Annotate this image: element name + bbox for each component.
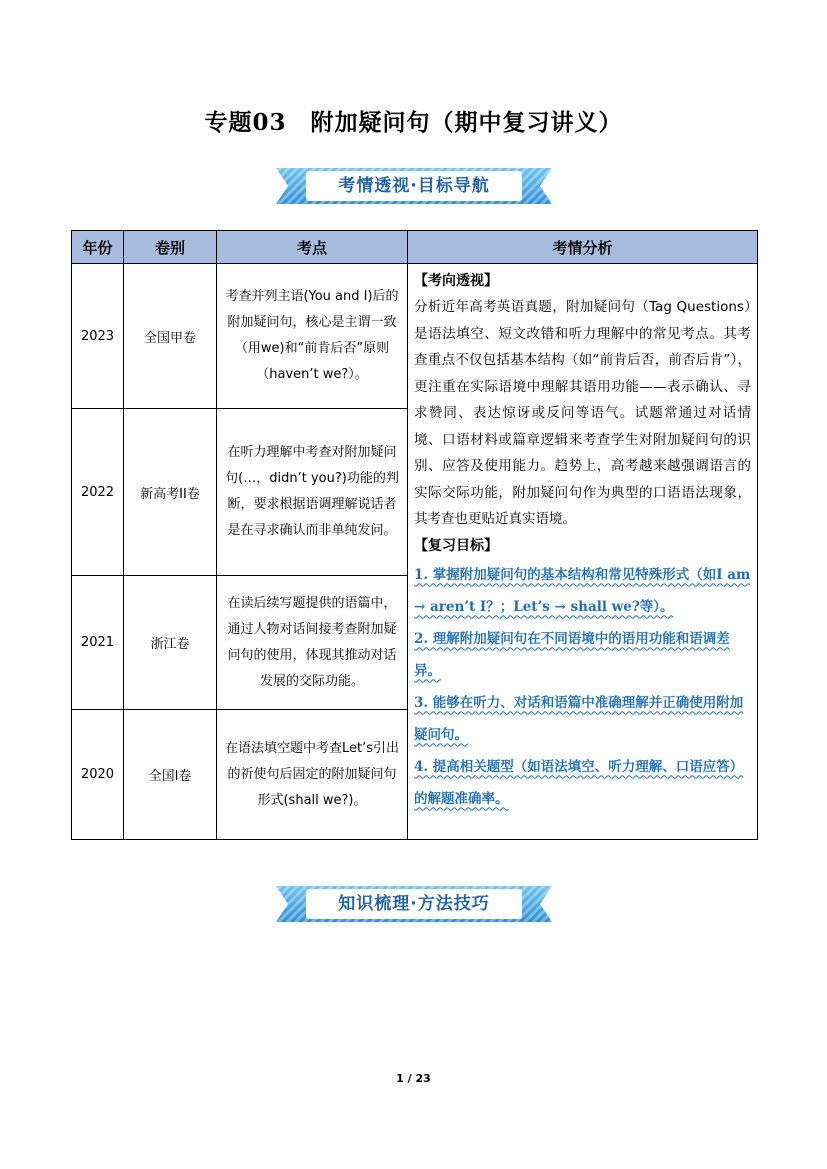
goal-item: 3. 能够在听力、对话和语篇中准确理解并正确使用附加疑问句。 (414, 694, 744, 743)
goal-item: 2. 理解附加疑问句在不同语境中的语用功能和语调差异。 (414, 630, 730, 679)
goal-item: 1. 掌握附加疑问句的基本结构和常见特殊形式（如I am → aren’t I？；Let’s → shall we?等）。 (414, 566, 751, 615)
banner-label: 知识梳理·方法技巧 (338, 894, 490, 914)
table-header-row (72, 231, 758, 264)
page-number: 1 / 23 (396, 1072, 431, 1085)
analysis-body: 分析近年高考英语真题，附加疑问句（Tag Questions）是语法填空、短文改错和听力理解中的常见考点。其考查重点不仅包括基本结构（如“前肯后否，前否后肯”），更注重在实际语境中理解其语用功能——表示确认、寻求赞同、表达惊讶或反问等语气。试题常通过对话情境、口语材料或篇章逻辑来考查学生对附加疑问句的识别、应答及使用能力。趋势上，高考越来越强调语言的实际交际功能，附加疑问句作为典型的口语语法现象，其考查也更贴近真实语境。 (414, 299, 751, 527)
cell-year: 2020 (72, 710, 124, 840)
analysis-heading-goals: 【复习目标】 (414, 537, 498, 554)
cell-year: 2023 (72, 264, 124, 409)
cell-year: 2021 (72, 576, 124, 710)
cell-paper: 浙江卷 (124, 576, 217, 710)
header-analysis: 考情分析 (408, 231, 758, 264)
cell-paper: 全国甲卷 (124, 264, 217, 409)
cell-point: 考查并列主语(You and I)后的附加疑问句，核心是主谓一致（用we)和“前肯后否”原则（haven’t we?）。 (217, 264, 408, 409)
banner-label: 考情透视·目标导航 (338, 176, 490, 196)
cell-point: 在读后续写题提供的语篇中，通过人物对话间接考查附加疑问句的使用，体现其推动对话发展的交际功能。 (217, 576, 408, 710)
header-paper: 卷别 (124, 231, 217, 264)
goal-item: 4. 提高相关题型（如语法填空、听力理解、口语应答）的解题准确率。 (414, 758, 744, 807)
header-year: 年份 (72, 231, 124, 264)
banner-knowledge (276, 880, 552, 928)
cell-point: 在听力理解中考查对附加疑问句(…，didn’t you?)功能的判断，要求根据语调理解说话者是在寻求确认而非单纯发问。 (217, 409, 408, 576)
cell-paper: 全国I卷 (124, 710, 217, 840)
cell-point: 在语法填空题中考查Let’s引出的祈使句后固定的附加疑问句形式(shall we?)。 (217, 710, 408, 840)
analysis-heading-trends: 【考向透视】 (414, 273, 498, 289)
banner-exam-overview (276, 162, 552, 210)
header-point: 考点 (217, 231, 408, 264)
exam-analysis-table (71, 230, 758, 840)
cell-year: 2022 (72, 409, 124, 576)
cell-paper: 新高考II卷 (124, 409, 217, 576)
analysis-cell (408, 264, 758, 840)
page-title: 专题03 附加疑问句（期中复习讲义） (204, 109, 623, 136)
table-row (72, 264, 758, 409)
